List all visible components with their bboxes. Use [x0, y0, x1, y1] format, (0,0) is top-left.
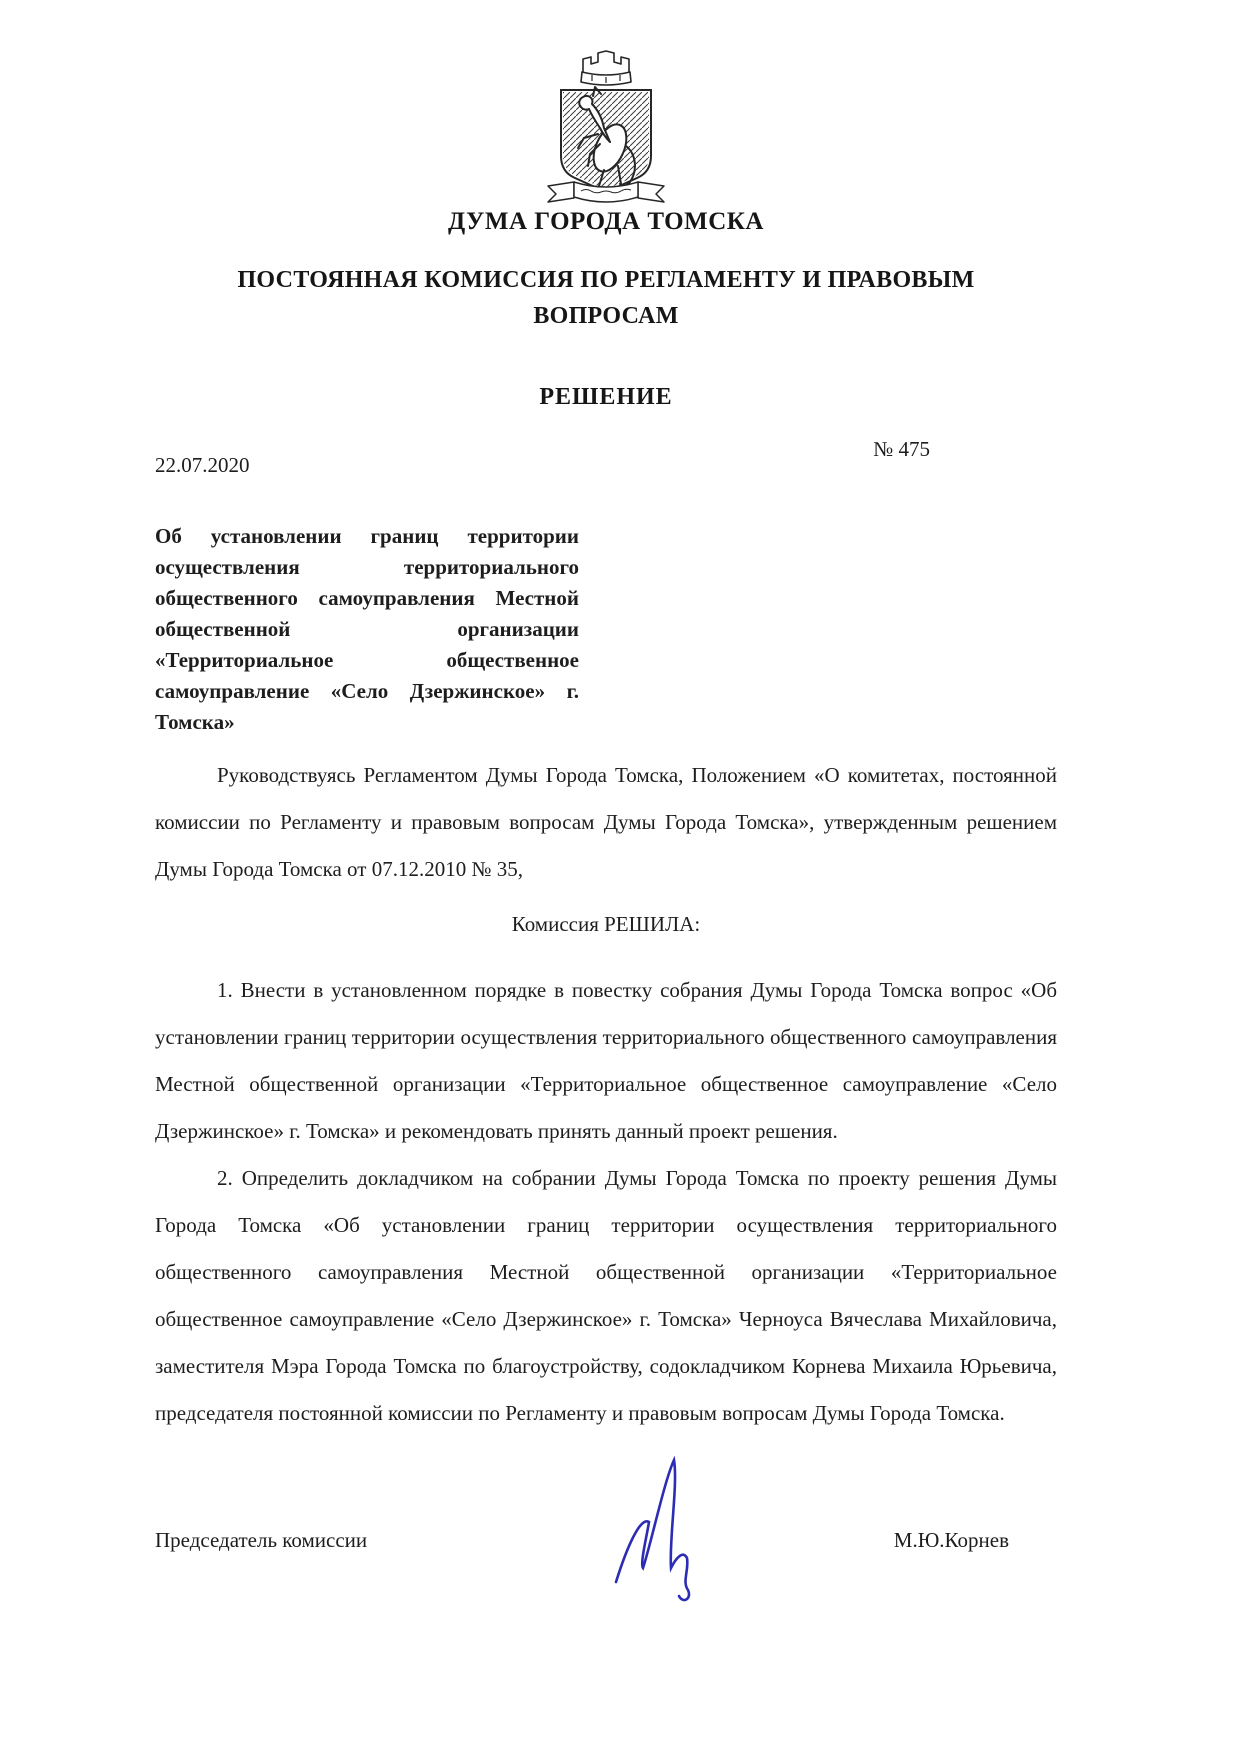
preamble-paragraph: Руководствуясь Регламентом Думы Города Томска, Положением «О комитетах, постоянной комиссии по Регламенту и правовым вопросам Думы Города Томска», утвержденным решением Думы Города Томска от 07.12.2010 № 35, [155, 763, 1057, 881]
handwritten-signature [610, 1452, 710, 1607]
resolution-item: 2. Определить докладчиком на собрании Думы Города Томска по проекту решения Думы Города Томска «Об установлении границ территории осуществления территориального общественного самоуправления Местной общественной организации «Территориальное общественное самоуправление «Село Дзержинское» г. Томска» Черноуса Вячеслава Михайловича, заместителя Мэра Города Томска по благоустройству, содокладчиком Корнева Михаила Юрьевича, председателя постоянной комиссии по Регламенту и правовым вопросам Думы Города Томска. [155, 1166, 1057, 1425]
signature-title: Председатель комиссии [155, 1528, 368, 1552]
tomsk-coat-of-arms-icon [540, 44, 672, 204]
resolution-heading: Комиссия РЕШИЛА: [511, 912, 701, 936]
document-type-heading: РЕШЕНИЕ [539, 384, 673, 410]
organization-title: ДУМА ГОРОДА ТОМСКА [448, 208, 764, 235]
document-date: 22.07.2020 [155, 453, 250, 477]
emblem-container [155, 0, 1057, 204]
signature-block [155, 1452, 1057, 1622]
document-number: № 475 [873, 437, 930, 461]
signer-name: М.Ю.Корнев [893, 1528, 1009, 1552]
commission-title: ПОСТОЯННАЯ КОМИССИЯ ПО РЕГЛАМЕНТУ И ПРАВОВЫМ ВОПРОСАМ [237, 267, 975, 329]
mural-crown-icon [581, 51, 631, 85]
document-meta [155, 437, 1057, 493]
subject-paragraph: Об установлении границ территории осуществления территориального общественного самоуправления Местной общественной организации «Территориальное общественное самоуправление «Село Дзержинское» г. Томска» [155, 524, 579, 734]
resolution-item: 1. Внести в установленном порядке в повестку собрания Думы Города Томска вопрос «Об установлении границ территории осуществления территориального общественного самоуправления Местной общественной организации «Территориальное общественное самоуправление «Село Дзержинское» г. Томска» и рекомендовать принять данный проект решения. [155, 978, 1057, 1143]
